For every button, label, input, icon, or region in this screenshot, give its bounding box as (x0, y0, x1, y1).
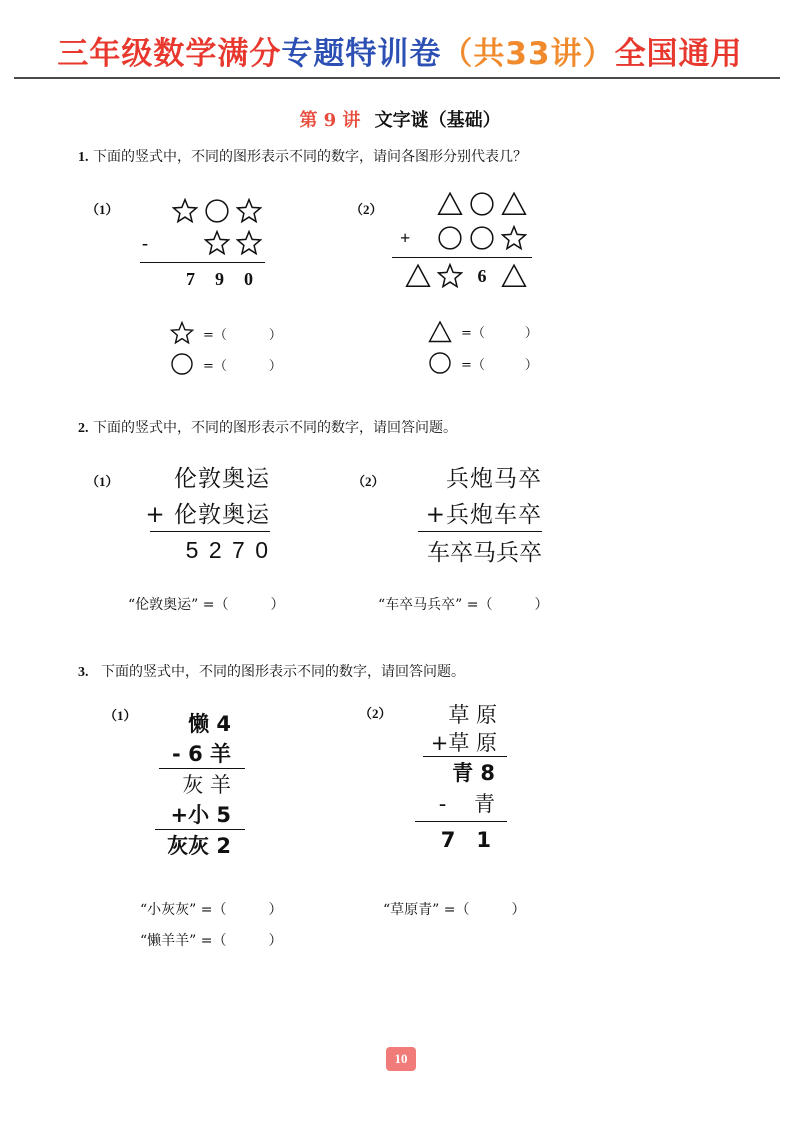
answer-line: “懒羊羊” =（ ） (140, 933, 283, 949)
star-icon (204, 230, 230, 256)
question-text: 下面的竖式中，不同的图形表示不同的数字，请回答问题。 (92, 420, 457, 436)
q2-p1-vertical (142, 458, 270, 568)
q1-p2-answers (425, 316, 538, 379)
result-row (140, 263, 265, 295)
title-part-blue: 专题特训卷 (281, 36, 442, 72)
answer-open: =（ (203, 327, 227, 343)
row-2 (392, 221, 532, 255)
answer-open: =（ (203, 358, 227, 374)
addend-2: +兵炮车卒 (425, 501, 542, 528)
circle-icon (469, 191, 495, 217)
line-1: 草 原 (448, 703, 497, 727)
q3-p1-vertical (155, 708, 245, 860)
q1-p1-vertical (140, 195, 265, 295)
star-icon (437, 263, 463, 289)
addend-1: 伦敦奥运 (174, 465, 270, 492)
sum: 车卒马兵卒 (427, 539, 542, 566)
plus-sign: + (400, 227, 411, 248)
lesson-heading (0, 106, 800, 132)
circle-icon (170, 352, 194, 376)
row-1 (392, 187, 532, 221)
title-part-red-2: 全国通用 (614, 36, 743, 72)
answer-line: “小灰灰” =（ ） (140, 902, 283, 918)
line-5: 7 1 (440, 828, 491, 852)
document-title (0, 28, 800, 73)
title-part-orange: （共33讲） (441, 36, 615, 72)
lesson-title: 文字谜（基础） (374, 110, 501, 131)
q3-p2-vertical (415, 700, 507, 856)
result-digit: 9 (215, 268, 224, 289)
circle-icon (469, 225, 495, 251)
question-text: 下面的竖式中，不同的图形表示不同的数字，请回答问题。 (100, 664, 465, 680)
result-row (392, 258, 532, 294)
minus-sign: - (142, 232, 148, 253)
star-icon (170, 321, 194, 345)
question-text: 下面的竖式中，不同的图形表示不同的数字，请问各图形分别代表几？ (92, 149, 527, 165)
part-label: （1） (86, 202, 119, 217)
part-label: （1） (104, 708, 137, 723)
line-2: +草 原 (430, 731, 497, 755)
q1-p2-vertical (392, 187, 532, 294)
answer-close: ） (524, 326, 538, 341)
answer-open: =（ (461, 357, 485, 373)
answer-triangle (425, 316, 538, 347)
circle-icon (437, 225, 463, 251)
result-digit: 0 (244, 268, 253, 289)
answer-close: ） (268, 358, 282, 374)
triangle-icon (437, 191, 463, 217)
part-label: （2） (352, 474, 385, 489)
line-1: 懒 4 (188, 712, 231, 736)
answer-open: =（ (461, 326, 485, 341)
part-label: （2） (350, 202, 383, 217)
answer-circle (425, 347, 538, 379)
answer-close: ） (268, 327, 282, 343)
line-4: +小 5 (170, 803, 231, 827)
q2-p2-vertical (418, 458, 542, 568)
question-number: 3. (78, 665, 89, 680)
row-2 (140, 227, 265, 259)
triangle-icon (501, 191, 527, 217)
line-3: 青 8 (452, 761, 495, 785)
triangle-icon (405, 263, 431, 289)
page-number-badge: 10 (386, 1047, 416, 1071)
answer-close: ） (524, 357, 538, 373)
triangle-icon (501, 263, 527, 289)
answer-line: “草原青” =（ ） (383, 902, 526, 918)
question-number: 1. (78, 150, 89, 165)
triangle-icon (428, 320, 452, 344)
row-1 (140, 195, 265, 227)
question-2 (78, 417, 457, 437)
circle-icon (204, 198, 230, 224)
sum: 5 2 7 0 (185, 536, 270, 563)
star-icon (236, 230, 262, 256)
answer-circle (167, 348, 282, 380)
line-4: - 青 (438, 792, 495, 816)
star-icon (236, 198, 262, 224)
line-3: 灰 羊 (182, 773, 231, 797)
addend-2: + 伦敦奥运 (145, 501, 270, 528)
answer-line: “伦敦奥运” =（ ） (128, 597, 285, 613)
lesson-number: 第 9 讲 (299, 110, 361, 131)
line-2: - 6 羊 (172, 742, 231, 766)
title-part-red: 三年级数学满分 (57, 36, 282, 72)
result-digit: 6 (477, 265, 487, 286)
header-divider (14, 77, 780, 79)
line-5: 灰灰 2 (167, 834, 231, 858)
result-digit: 7 (186, 268, 195, 289)
answer-star (167, 318, 282, 348)
question-number: 2. (78, 421, 89, 436)
answer-line: “车卒马兵卒” =（ ） (378, 597, 549, 613)
question-1 (78, 146, 527, 166)
addend-1: 兵炮马卒 (446, 465, 542, 492)
question-3 (78, 661, 465, 681)
part-label: （1） (86, 474, 119, 489)
q1-p1-answers (167, 318, 282, 380)
star-icon (501, 225, 527, 251)
circle-icon (428, 351, 452, 375)
star-icon (172, 198, 198, 224)
part-label: （2） (359, 706, 392, 721)
